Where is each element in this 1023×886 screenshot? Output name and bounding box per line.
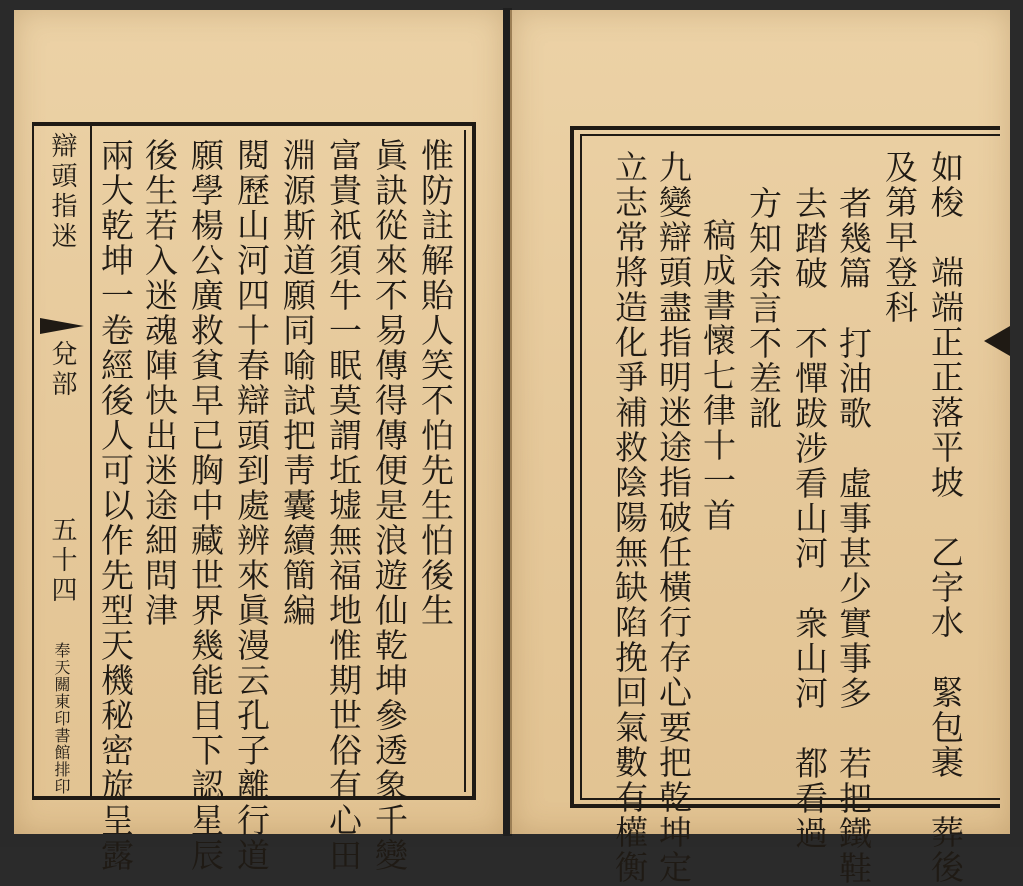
left-page	[14, 10, 506, 873]
right-text-column: 立志常將造化爭補救陰陽無缺陷挽回氣數有權衡	[610, 150, 649, 885]
left-text-column: 惟防註解貽人笑不怕先生怕後生	[416, 138, 455, 628]
left-text-column: 願學楊公廣救貧早已胸中藏世界幾能目下認星辰	[186, 138, 225, 873]
right-page	[510, 10, 1010, 886]
section-name: 兌部	[47, 340, 77, 400]
right-text-column: 方知余言不差訛	[744, 186, 783, 431]
right-text-column: 及第早登科	[880, 150, 919, 325]
right-text-column: 如梭 端端正正落平坡 乙字水 緊包裹 葬後	[926, 150, 965, 885]
right-text-column: 去踏破 不憚跋涉看山河 衆山河 都看過	[790, 186, 829, 851]
right-text-column: 者幾篇 打油歌 虛事甚少實事多 若把鐵鞋	[834, 186, 873, 886]
right-text-column: 九變辯頭盡指明迷途指破任橫行存心要把乾坤定	[654, 150, 693, 885]
publisher-imprint: 奉天關東印書館排印	[52, 642, 71, 795]
book-title: 辯頭指迷	[47, 132, 77, 252]
right-text-column: 稿成書懷七律十一首	[698, 218, 737, 533]
left-text-column: 淵源斯道願同喻試把靑囊續簡編	[278, 138, 317, 628]
left-text-column: 兩大乾坤一卷經後人可以作先型天機秘密旋呈露	[96, 138, 135, 873]
left-page-frame	[32, 122, 476, 873]
right-page-frame	[570, 126, 1000, 886]
fishtail-mark-icon	[40, 318, 84, 334]
left-text-column: 後生若入迷魂陣快出迷途細問津	[140, 138, 179, 628]
page-title-column	[34, 126, 92, 796]
page-number: 五十四	[47, 516, 77, 606]
left-text-column: 眞訣從來不易傳得傳便是浪遊仙乾坤參透象千變	[370, 138, 409, 873]
left-text-column: 閱歷山河四十春辯頭到處辨來眞漫云孔子離行道	[232, 138, 271, 873]
left-text-column: 富貴祇須牛一眠莫謂坵墟無福地惟期世俗有心田	[324, 138, 363, 873]
